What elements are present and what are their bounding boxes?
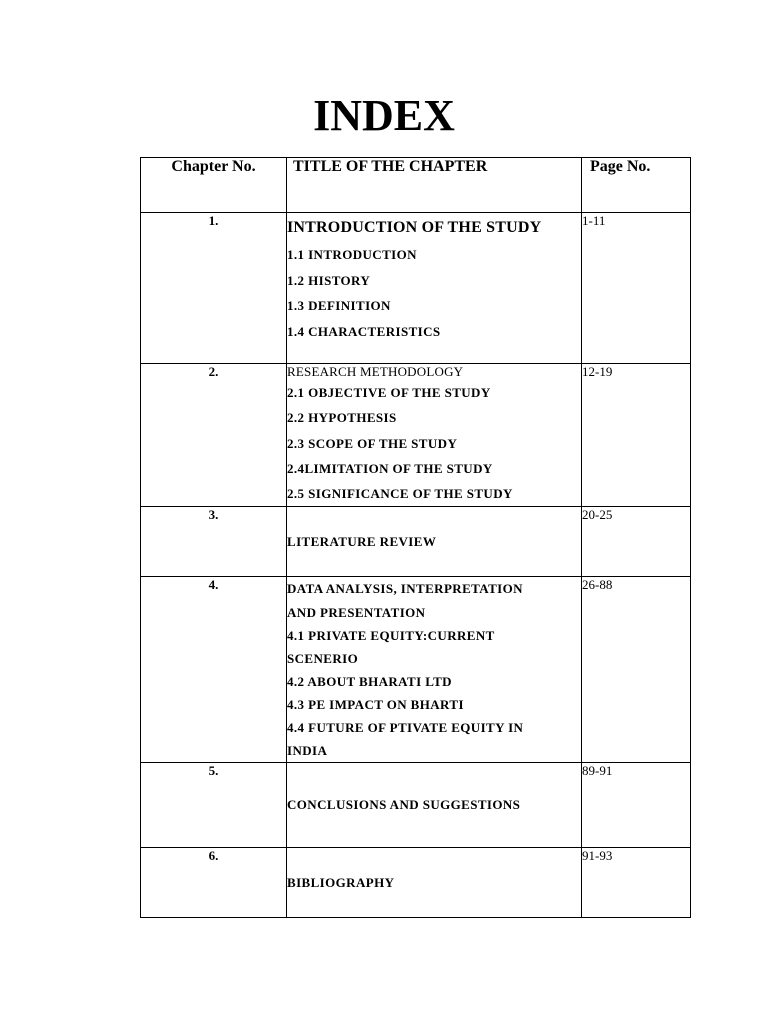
- section-item: 2.4LIMITATION OF THE STUDY: [287, 460, 493, 476]
- section-item: 4.4 FUTURE OF PTIVATE EQUITY IN: [287, 720, 524, 736]
- chapter-title-cell: [287, 213, 582, 364]
- page-range: 91-93: [582, 848, 691, 918]
- header-chapter-no: Chapter No.: [141, 158, 287, 213]
- section-item: 1.2 HISTORY: [287, 272, 371, 288]
- section-item: 2.5 SIGNIFICANCE OF THE STUDY: [287, 486, 513, 502]
- chapter-title-cell: [287, 507, 582, 577]
- chapter-number: 2.: [141, 364, 287, 507]
- chapter-number: 5.: [141, 763, 287, 848]
- table-row: [141, 364, 691, 507]
- chapter-heading: RESEARCH METHODOLOGY: [287, 364, 464, 379]
- page-range: 12-19: [582, 364, 691, 507]
- page-range: 26-88: [582, 577, 691, 763]
- chapter-number: 4.: [141, 577, 287, 763]
- table-row: [141, 507, 691, 577]
- table-row: [141, 848, 691, 918]
- chapter-title-cell: [287, 848, 582, 918]
- section-item: AND PRESENTATION: [287, 604, 426, 620]
- index-table: [140, 157, 691, 918]
- section-item: 1.4 CHARACTERISTICS: [287, 323, 441, 339]
- table-row: [141, 763, 691, 848]
- page-range: 20-25: [582, 507, 691, 577]
- chapter-title-cell: [287, 577, 582, 763]
- page-title: INDEX: [313, 91, 455, 140]
- section-item: DATA ANALYSIS, INTERPRETATION: [287, 581, 523, 597]
- chapter-number: 3.: [141, 507, 287, 577]
- chapter-heading: INTRODUCTION OF THE STUDY: [287, 219, 542, 236]
- page-range: 1-11: [582, 213, 691, 364]
- chapter-heading: CONCLUSIONS AND SUGGESTIONS: [287, 797, 521, 813]
- chapter-title-cell: [287, 763, 582, 848]
- page-range: 89-91: [582, 763, 691, 848]
- chapter-title-cell: [287, 364, 582, 507]
- header-page-no: Page No.: [582, 158, 691, 213]
- section-item: 4.3 PE IMPACT ON BHARTI: [287, 696, 464, 712]
- section-item: SCENERIO: [287, 650, 359, 666]
- chapter-number: 1.: [141, 213, 287, 364]
- section-item: 2.2 HYPOTHESIS: [287, 410, 397, 426]
- section-item: 4.1 PRIVATE EQUITY:CURRENT: [287, 627, 495, 643]
- section-item: 2.1 OBJECTIVE OF THE STUDY: [287, 385, 491, 400]
- chapter-heading: BIBLIOGRAPHY: [287, 874, 395, 890]
- chapter-heading: LITERATURE REVIEW: [287, 533, 437, 549]
- header-title: TITLE OF THE CHAPTER: [287, 158, 582, 213]
- table-header-row: [141, 158, 691, 213]
- table-row: [141, 213, 691, 364]
- section-item: 4.2 ABOUT BHARATI LTD: [287, 673, 452, 689]
- chapter-number: 6.: [141, 848, 287, 918]
- section-item: 1.3 DEFINITION: [287, 298, 391, 313]
- section-item: 2.3 SCOPE OF THE STUDY: [287, 435, 458, 451]
- section-item: 1.1 INTRODUCTION: [287, 247, 417, 262]
- table-row: [141, 577, 691, 763]
- section-item: INDIA: [287, 743, 328, 759]
